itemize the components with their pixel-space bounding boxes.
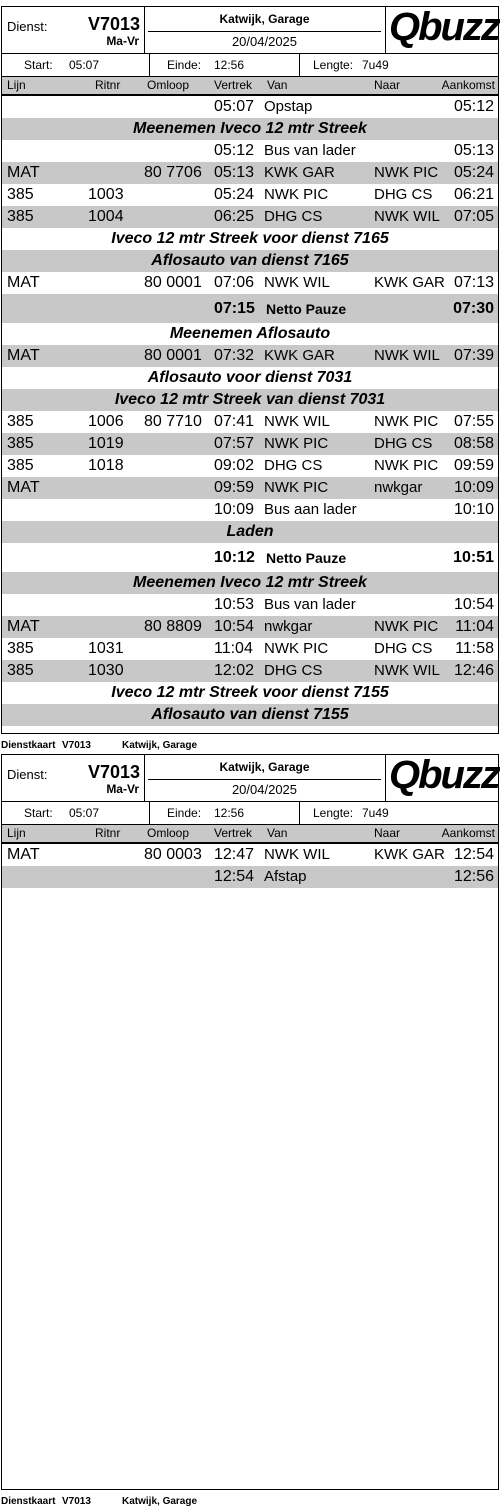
trip-van: NWK WIL	[264, 274, 330, 291]
location-name: Katwijk, Garage	[219, 12, 310, 26]
trip-row	[2, 499, 498, 521]
trip-naar: nwkgar	[374, 479, 423, 496]
duty-card-page-1	[1, 6, 499, 734]
trip-aankomst: 07:39	[453, 347, 494, 364]
trip-van: Opstap	[264, 98, 313, 115]
column-header	[2, 825, 498, 844]
trip-van: NWK PIC	[264, 186, 329, 203]
location-divider	[148, 31, 381, 32]
start-value: 05:07	[69, 806, 100, 820]
lengte-cell	[299, 802, 498, 824]
trip-ritnr: 1031	[88, 640, 124, 657]
trip-vertrek: 11:04	[214, 640, 253, 657]
trip-omloop: 80 0001	[144, 347, 202, 364]
dienst-label: Dienst:	[7, 767, 48, 782]
footer-location: Katwijk, Garage	[122, 740, 198, 751]
location-divider	[148, 779, 381, 780]
einde-label: Einde:	[167, 806, 202, 820]
trip-row	[2, 433, 498, 455]
logo-cell	[385, 755, 498, 801]
trip-naar: NWK PIC	[374, 618, 439, 635]
start-value: 05:07	[69, 58, 100, 72]
trip-aankomst: 10:54	[453, 596, 494, 613]
trip-row	[2, 411, 498, 433]
column-header	[2, 77, 498, 96]
footer-label: Dienstkaart	[1, 1496, 56, 1507]
trip-naar: DHG CS	[374, 186, 433, 203]
trip-omloop: 80 0001	[144, 274, 202, 291]
trip-van: Bus van lader	[264, 142, 356, 159]
trip-van: DHG CS	[264, 662, 323, 679]
trip-lijn: 385	[7, 186, 34, 203]
dienst-cell	[2, 755, 145, 801]
trip-vertrek: 07:32	[214, 347, 255, 364]
trip-row	[2, 844, 498, 866]
lengte-value: 7u49	[362, 806, 389, 820]
column-header-aankomst: Aankomst	[441, 78, 495, 92]
trip-vertrek: 05:07	[214, 98, 255, 115]
trip-row	[2, 616, 498, 638]
footer-code: V7013	[62, 740, 91, 751]
einde-value: 12:56	[214, 806, 245, 820]
trip-ritnr: 1003	[88, 186, 124, 203]
trip-omloop: 80 0003	[144, 846, 202, 863]
summary-row	[2, 802, 498, 825]
section-heading: Iveco 12 mtr Streek van dienst 7031	[2, 389, 498, 411]
column-header-van: Van	[267, 826, 288, 840]
pause-label: Netto Pauze	[266, 301, 347, 317]
card-header	[2, 755, 498, 802]
column-header-omloop: Omloop	[147, 826, 190, 840]
dienst-cell	[2, 7, 145, 53]
column-header-ritnr: Ritnr	[95, 826, 121, 840]
trip-vertrek: 07:06	[214, 274, 255, 291]
pause-row	[2, 543, 498, 572]
trip-naar: NWK WIL	[374, 208, 440, 225]
trip-row	[2, 638, 498, 660]
trip-lijn: 385	[7, 640, 34, 657]
column-header-vertrek: Vertrek	[214, 78, 253, 92]
trip-naar: KWK GAR	[374, 846, 445, 863]
column-header-vertrek: Vertrek	[214, 826, 253, 840]
column-header-aankomst: Aankomst	[441, 826, 495, 840]
trip-vertrek: 12:47	[214, 846, 255, 863]
section-heading: Meenemen Aflosauto	[169, 325, 331, 342]
location-name: Katwijk, Garage	[219, 760, 310, 774]
trip-aankomst: 12:46	[453, 662, 494, 679]
trip-ritnr: 1030	[88, 662, 124, 679]
trip-van: nwkgar	[264, 618, 313, 635]
start-cell	[2, 802, 150, 824]
dienst-days: Ma-Vr	[106, 782, 139, 796]
einde-cell	[149, 802, 300, 824]
trip-aankomst: 08:58	[453, 435, 494, 452]
trip-vertrek: 05:12	[214, 142, 255, 159]
trip-aankomst: 05:24	[453, 164, 494, 181]
trip-row	[2, 162, 498, 184]
trip-lijn: 385	[7, 208, 34, 225]
column-header-naar: Naar	[374, 826, 401, 840]
trip-naar: NWK PIC	[374, 413, 439, 430]
trip-lijn: MAT	[7, 164, 40, 181]
pause-end: 10:51	[453, 549, 494, 566]
summary-row	[2, 54, 498, 77]
qbuzz-logo: Qbuzz	[389, 753, 499, 797]
trip-row	[2, 96, 498, 118]
trip-row	[2, 140, 498, 162]
pause-start: 10:12	[214, 549, 255, 566]
trip-row	[2, 455, 498, 477]
logo-cell	[385, 7, 498, 53]
section-heading: Aflosauto van dienst 7165	[2, 250, 498, 272]
trip-van: Bus van lader	[264, 596, 356, 613]
trip-aankomst: 07:55	[453, 413, 494, 430]
trip-van: Afstap	[264, 868, 307, 885]
trip-lijn: MAT	[7, 618, 40, 635]
trip-vertrek: 10:54	[214, 618, 255, 635]
trip-ritnr: 1018	[88, 457, 124, 474]
footer-code: V7013	[62, 1496, 91, 1507]
trip-van: NWK PIC	[264, 640, 329, 657]
trip-vertrek: 06:25	[214, 208, 255, 225]
start-label: Start:	[24, 806, 53, 820]
trip-naar: NWK PIC	[374, 457, 439, 474]
trip-van: NWK PIC	[264, 435, 329, 452]
trip-row	[2, 660, 498, 682]
trip-naar: NWK PIC	[374, 164, 439, 181]
service-date: 20/04/2025	[231, 34, 298, 49]
einde-label: Einde:	[167, 58, 202, 72]
trip-vertrek: 10:09	[214, 501, 255, 518]
column-header-van: Van	[267, 78, 288, 92]
trip-aankomst: 05:13	[453, 142, 494, 159]
service-date: 20/04/2025	[231, 782, 298, 797]
dienst-code: V7013	[87, 14, 140, 34]
trip-aankomst: 09:59	[453, 457, 494, 474]
card-header	[2, 7, 498, 54]
pause-end: 07:30	[453, 300, 494, 317]
start-label: Start:	[24, 58, 53, 72]
footer-label: Dienstkaart	[1, 740, 56, 751]
qbuzz-logo: Qbuzz	[389, 5, 499, 49]
dienst-days: Ma-Vr	[106, 34, 139, 48]
column-header-lijn: Lijn	[7, 78, 26, 92]
trip-lijn: 385	[7, 662, 34, 679]
lengte-label: Lengte:	[313, 806, 354, 820]
trip-aankomst: 07:13	[453, 274, 494, 291]
trip-aankomst: 12:54	[453, 846, 494, 863]
section-heading: Meenemen Iveco 12 mtr Streek	[2, 572, 498, 594]
section-heading: Iveco 12 mtr Streek voor dienst 7155	[111, 684, 389, 701]
trip-van: DHG CS	[264, 457, 323, 474]
pause-start: 07:15	[214, 300, 255, 317]
section-heading: Laden	[2, 521, 498, 543]
trip-ritnr: 1006	[88, 413, 124, 430]
trip-naar: DHG CS	[374, 640, 433, 657]
trip-lijn: MAT	[7, 846, 40, 863]
trip-van: NWK WIL	[264, 413, 330, 430]
column-header-naar: Naar	[374, 78, 401, 92]
trip-row	[2, 866, 498, 888]
trip-row	[2, 477, 498, 499]
trip-lijn: 385	[7, 435, 34, 452]
trip-van: NWK WIL	[264, 846, 330, 863]
trip-aankomst: 11:04	[455, 618, 494, 635]
trip-lijn: 385	[7, 457, 34, 474]
trip-aankomst: 12:56	[453, 868, 494, 885]
column-header-lijn: Lijn	[7, 826, 26, 840]
trip-vertrek: 12:54	[214, 868, 255, 885]
trip-aankomst: 06:21	[453, 186, 494, 203]
trip-vertrek: 05:24	[214, 186, 255, 203]
trip-van: DHG CS	[264, 208, 323, 225]
trip-row	[2, 594, 498, 616]
trip-vertrek: 05:13	[214, 164, 255, 181]
trip-vertrek: 10:53	[214, 596, 255, 613]
trip-aankomst: 11:58	[455, 640, 494, 657]
trip-row	[2, 184, 498, 206]
trip-omloop: 80 7706	[144, 164, 202, 181]
trip-lijn: 385	[7, 413, 34, 430]
trip-ritnr: 1004	[88, 208, 124, 225]
lengte-value: 7u49	[362, 58, 389, 72]
column-header-ritnr: Ritnr	[95, 78, 121, 92]
trip-naar: NWK WIL	[374, 347, 440, 364]
einde-cell	[149, 54, 300, 76]
trip-vertrek: 09:59	[214, 479, 255, 496]
trip-aankomst: 10:09	[453, 479, 494, 496]
trip-row	[2, 206, 498, 228]
trip-naar: KWK GAR	[374, 274, 445, 291]
pause-label: Netto Pauze	[266, 550, 347, 566]
trip-ritnr: 1019	[88, 435, 124, 452]
column-header-omloop: Omloop	[147, 78, 190, 92]
trip-van: Bus aan lader	[264, 501, 357, 518]
pause-row	[2, 294, 498, 323]
trip-naar: NWK WIL	[374, 662, 440, 679]
trip-vertrek: 07:41	[214, 413, 255, 430]
location-cell	[144, 7, 386, 53]
section-heading: Iveco 12 mtr Streek voor dienst 7165	[111, 230, 389, 247]
dienst-label: Dienst:	[7, 19, 48, 34]
trip-row	[2, 345, 498, 367]
trip-omloop: 80 7710	[144, 413, 202, 430]
trip-van: KWK GAR	[264, 347, 335, 364]
trip-omloop: 80 8809	[144, 618, 202, 635]
start-cell	[2, 54, 150, 76]
trip-aankomst: 10:10	[453, 501, 494, 518]
footer-location: Katwijk, Garage	[122, 1496, 198, 1507]
trip-vertrek: 07:57	[214, 435, 255, 452]
dienst-code: V7013	[87, 762, 140, 782]
trip-aankomst: 07:05	[453, 208, 494, 225]
trip-vertrek: 09:02	[214, 457, 255, 474]
trip-lijn: MAT	[7, 479, 40, 496]
lengte-cell	[299, 54, 498, 76]
trip-naar: DHG CS	[374, 435, 433, 452]
trip-lijn: MAT	[7, 274, 40, 291]
trip-van: NWK PIC	[264, 479, 329, 496]
section-heading: Aflosauto voor dienst 7031	[147, 369, 353, 386]
duty-card-page-2	[1, 754, 499, 1490]
trip-lijn: MAT	[7, 347, 40, 364]
trip-van: KWK GAR	[264, 164, 335, 181]
trip-aankomst: 05:12	[453, 98, 494, 115]
lengte-label: Lengte:	[313, 58, 354, 72]
section-heading: Meenemen Iveco 12 mtr Streek	[2, 118, 498, 140]
trip-row	[2, 272, 498, 294]
einde-value: 12:56	[214, 58, 245, 72]
trip-vertrek: 12:02	[214, 662, 255, 679]
location-cell	[144, 755, 386, 801]
section-heading: Aflosauto van dienst 7155	[2, 704, 498, 726]
